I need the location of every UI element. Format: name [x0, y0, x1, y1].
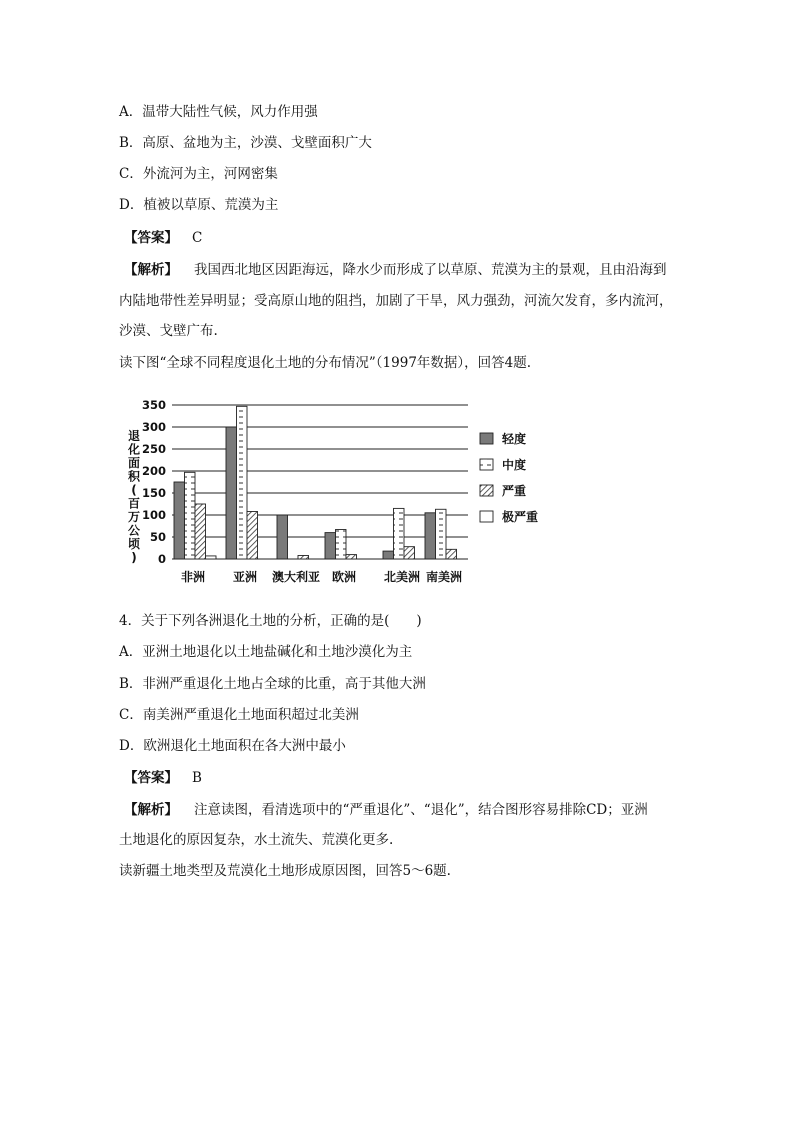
legend-swatch: [480, 459, 493, 470]
answer-value: B: [192, 770, 202, 786]
legend-swatch: [480, 511, 493, 522]
q3-analysis-line-2: 内陆地带性差异明显；受高原山地的阻挡，加剧了干旱，风力强劲，河流欠发育，多内流河，: [119, 293, 673, 309]
legend-label: 极严重: [502, 510, 539, 524]
intro-q4: 读下图“全球不同程度退化土地的分布情况”（1997年数据），回答4题.: [119, 355, 532, 371]
q3-option-b: B．高原、盆地为主，沙漠、戈壁面积广大: [119, 135, 372, 151]
bar-极严重-非洲: [206, 556, 217, 559]
q4-option-c: C．南美洲严重退化土地面积超过北美洲: [119, 707, 359, 723]
bar-中度-非洲: [185, 472, 196, 559]
bar-轻度-北美洲: [383, 551, 394, 559]
q4-answer: [124, 769, 202, 787]
bar-中度-欧洲: [336, 530, 347, 559]
intro-q5: 读新疆土地类型及荒漠化土地形成原因图，回答5～6题.: [119, 863, 451, 879]
y-tick-label: 350: [141, 398, 166, 412]
legend-swatch: [480, 433, 493, 444]
bar-中度-亚洲: [237, 406, 248, 559]
legend-label: 轻度: [502, 432, 527, 446]
y-axis-title-char: 退: [127, 429, 141, 443]
analysis-label: 【解析】: [124, 802, 178, 818]
q4-stem: 4．关于下列各洲退化土地的分析，正确的是( ): [119, 613, 422, 629]
analysis-text: 我国西北地区因距海远，降水少而形成了以草原、荒漠为主的景观，且由沿海到: [194, 262, 667, 278]
answer-label: 【答案】: [124, 230, 178, 246]
bar-轻度-亚洲: [226, 427, 237, 559]
bar-轻度-南美洲: [425, 513, 436, 559]
legend-label: 严重: [502, 484, 527, 498]
q4-analysis-line-1: [124, 801, 648, 819]
x-tick-label: 非洲: [180, 570, 206, 584]
x-tick-label: 欧洲: [331, 570, 357, 584]
bar-严重-南美洲: [446, 549, 457, 559]
x-tick-label: 亚洲: [232, 570, 258, 584]
q4-option-b: B．非洲严重退化土地占全球的比重，高于其他大洲: [119, 676, 426, 692]
y-tick-label: 150: [141, 486, 166, 500]
y-axis-title-char: 化: [127, 442, 141, 457]
y-tick-label: 50: [149, 530, 166, 544]
q3-analysis-line-1: [124, 261, 667, 279]
q3-option-d: D．植被以草原、荒漠为主: [119, 197, 279, 213]
analysis-label: 【解析】: [124, 262, 178, 278]
bar-中度-南美洲: [436, 509, 447, 559]
y-axis-title-char: 顷: [127, 537, 141, 551]
bar-严重-北美洲: [404, 547, 415, 559]
q3-option-a: A．温带大陆性气候，风力作用强: [119, 104, 318, 120]
y-tick-label: 0: [157, 552, 166, 566]
q4-analysis-line-2: 土地退化的原因复杂，水土流失、荒漠化更多.: [119, 832, 394, 848]
y-axis-title-char: 公: [127, 523, 141, 538]
bar-轻度-欧洲: [325, 533, 336, 559]
bar-中度-北美洲: [394, 508, 405, 559]
y-tick-label: 200: [141, 464, 166, 478]
y-axis-title-char: (: [131, 483, 137, 497]
q4-option-a: A．亚洲土地退化以土地盐碱化和土地沙漠化为主: [119, 644, 413, 660]
analysis-text: 注意读图，看清选项中的“严重退化”、“退化”，结合图形容易排除CD；亚洲: [194, 802, 648, 818]
q3-option-c: C．外流河为主，河网密集: [119, 166, 278, 182]
y-axis-title-char: ): [131, 550, 137, 565]
bar-轻度-澳大利亚: [277, 515, 288, 559]
x-tick-label: 南美洲: [425, 570, 463, 584]
x-tick-label: 澳大利亚: [271, 570, 321, 584]
bar-严重-非洲: [195, 504, 206, 559]
chart-svg: [118, 390, 558, 590]
q3-analysis-line-3: 沙漠、戈壁广布.: [119, 323, 218, 339]
bar-严重-亚洲: [247, 511, 258, 559]
q4-option-d: D．欧洲退化土地面积在各大洲中最小: [119, 738, 346, 754]
q3-answer: [124, 229, 202, 247]
bar-严重-澳大利亚: [298, 555, 309, 559]
y-axis-title-char: 积: [127, 469, 141, 484]
y-tick-label: 250: [141, 442, 166, 456]
y-tick-label: 100: [141, 508, 166, 522]
degraded-land-chart: [118, 390, 558, 590]
answer-label: 【答案】: [124, 770, 178, 786]
x-tick-label: 北美洲: [383, 570, 421, 584]
legend-label: 中度: [502, 458, 527, 472]
bar-轻度-非洲: [174, 482, 185, 559]
answer-value: C: [192, 230, 203, 246]
y-axis-title-char: 万: [127, 510, 141, 524]
bar-严重-欧洲: [346, 555, 357, 559]
y-tick-label: 300: [141, 420, 166, 434]
y-axis-title-char: 面: [127, 456, 141, 470]
y-axis-title-char: 百: [127, 496, 141, 511]
legend-swatch: [480, 485, 493, 496]
